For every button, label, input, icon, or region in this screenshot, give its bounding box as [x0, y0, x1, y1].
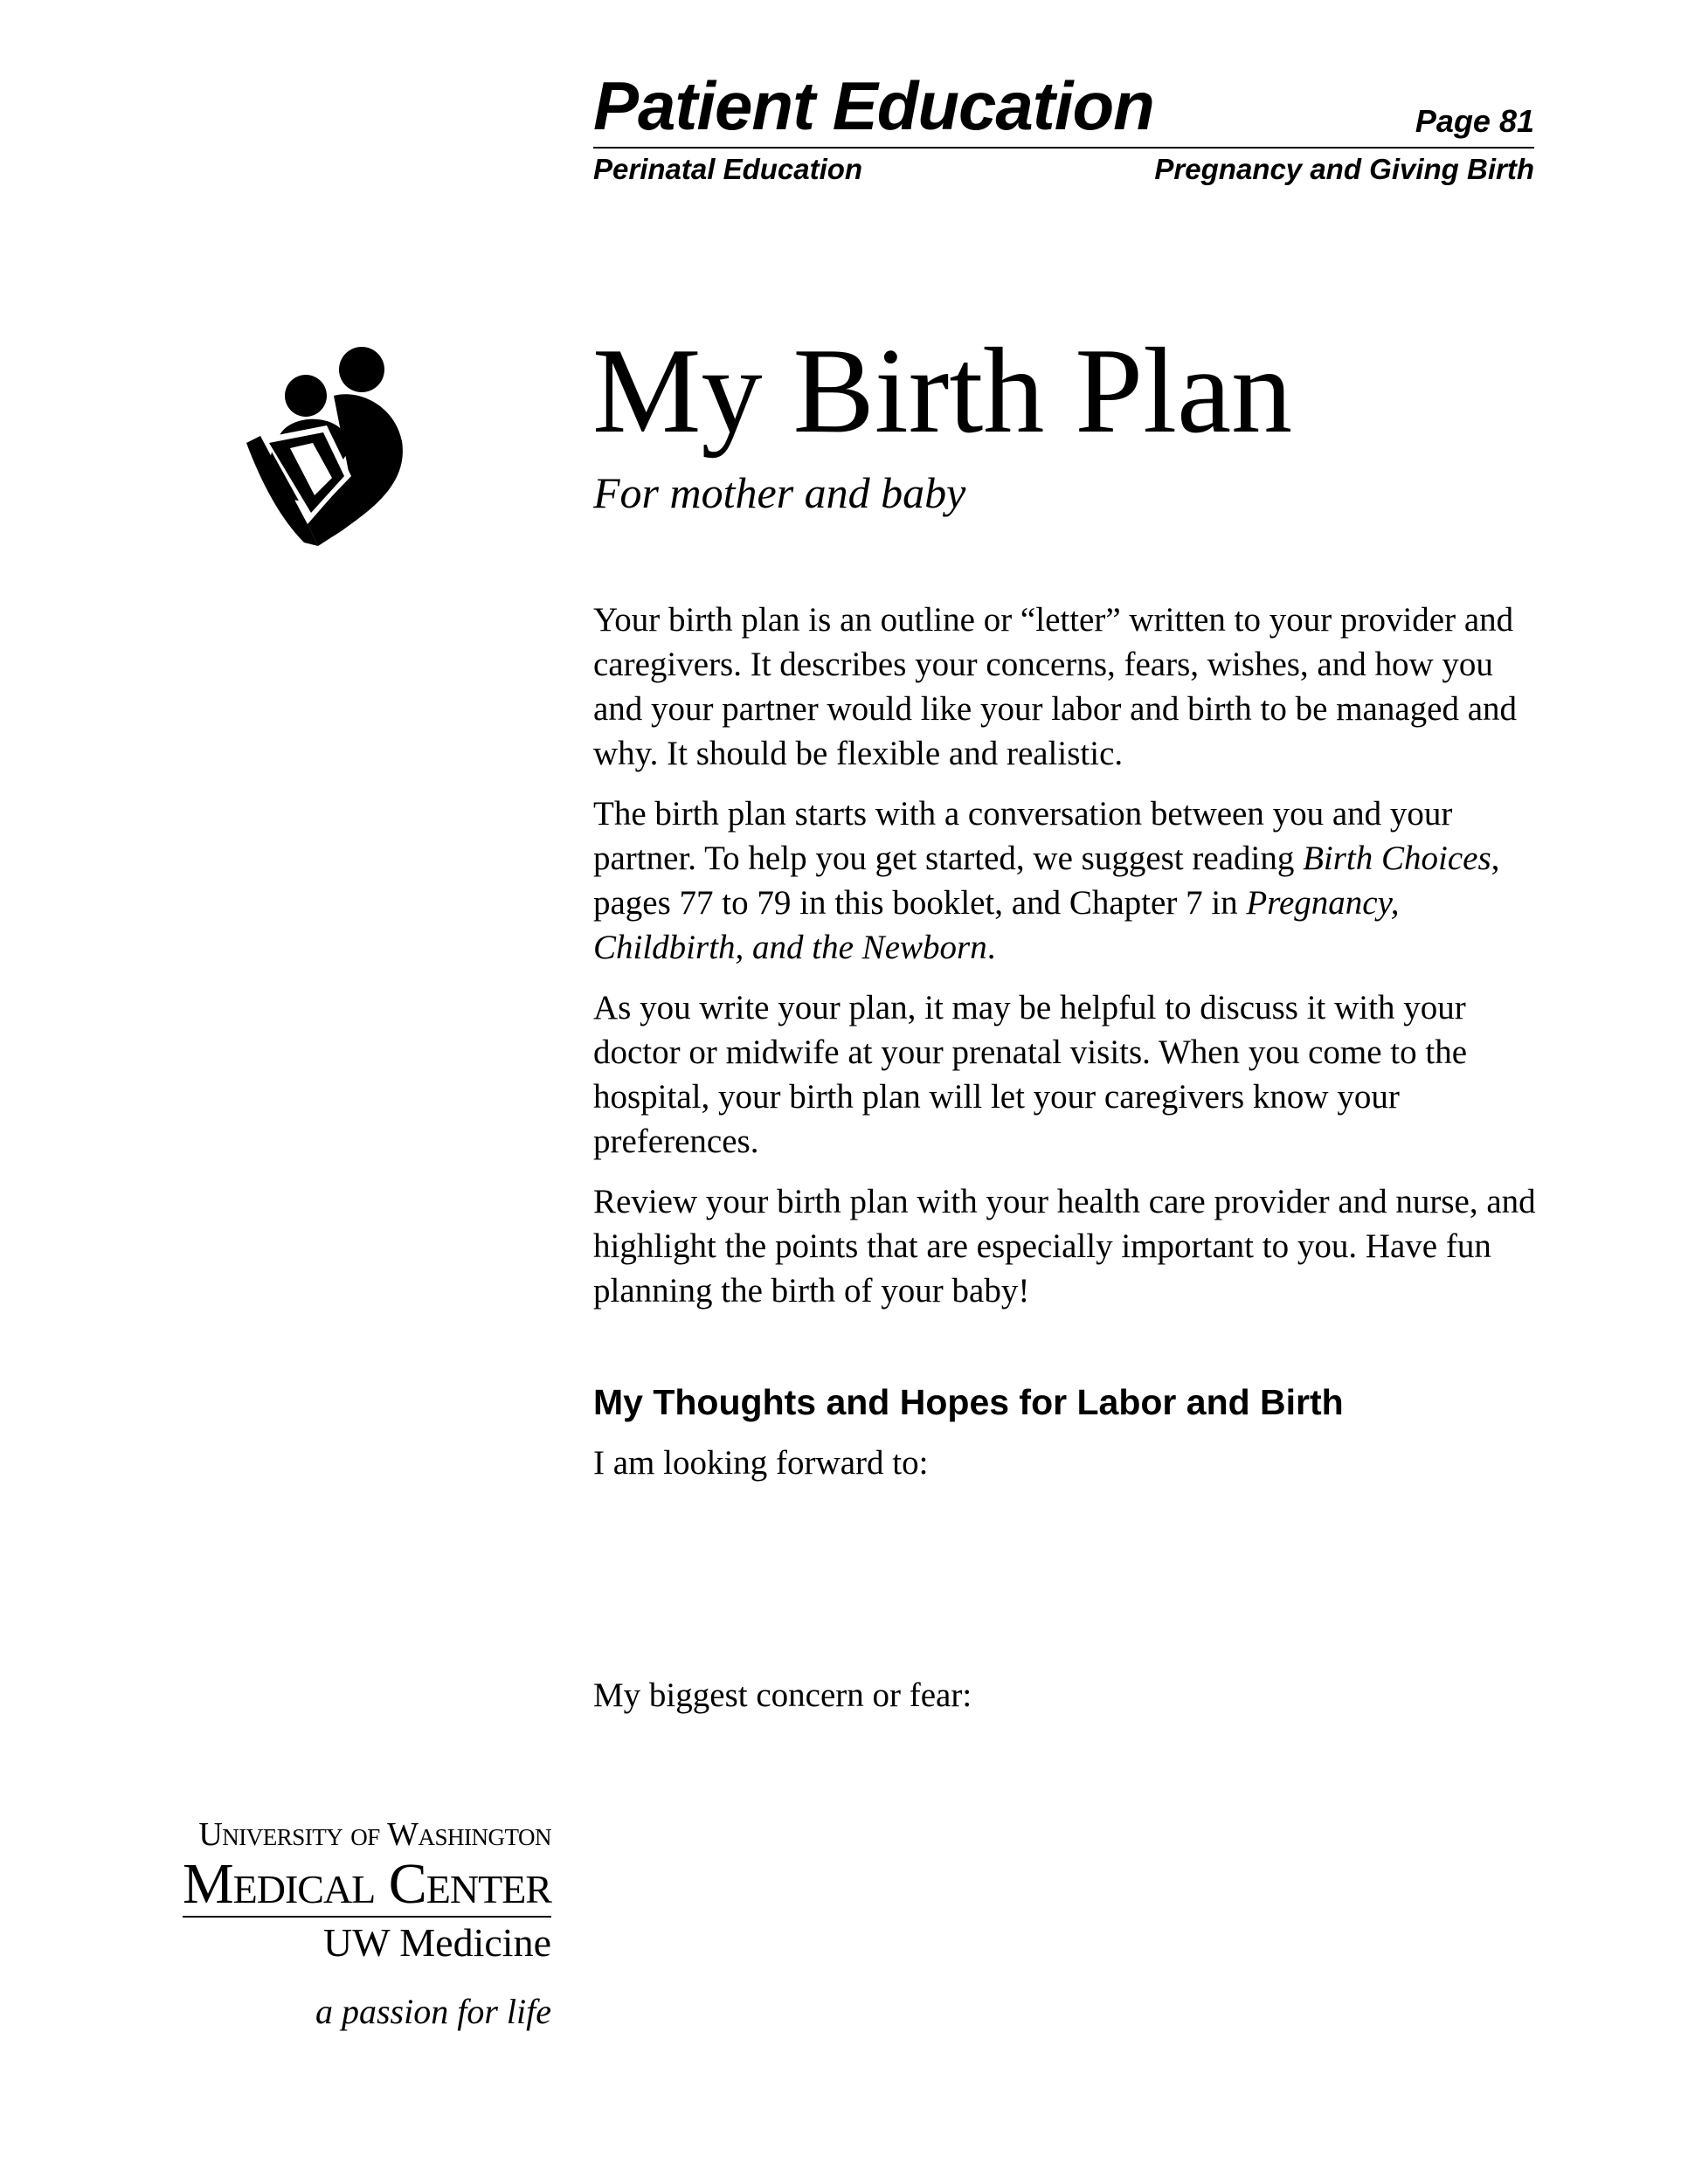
paragraph-text: The birth plan starts with a conversation between you and your partner. To help you get started, we suggest reading: [593, 795, 1453, 877]
parent-child-reading-icon: [246, 345, 421, 546]
paragraph-discuss: As you write your plan, it may be helpful to discuss it with your doctor or midwife at your prenatal visits. When you come to the hospital, your birth plan will let your caregivers know your preferences.: [593, 989, 1468, 1160]
logo-tagline: a passion for life: [315, 1991, 551, 2031]
body-text: [593, 598, 1537, 1329]
header-divider: [593, 147, 1534, 149]
book-reference-pregnancy-childbirth: Pregnancy, Childbirth, and the Newborn: [593, 884, 1400, 966]
prompt-biggest-concern: My biggest concern or fear:: [593, 1676, 972, 1714]
book-reference-birth-choices: Birth Choices: [1303, 840, 1491, 877]
prompt-looking-forward: I am looking forward to:: [593, 1444, 929, 1482]
header-title: Patient Education: [593, 67, 1154, 144]
logo-medical-center: Medical Center: [183, 1854, 551, 1918]
document-subtitle: For mother and baby: [593, 468, 966, 517]
logo-uw-medicine: UW Medicine: [322, 1920, 551, 1966]
section-heading: My Thoughts and Hopes for Labor and Birth: [593, 1382, 1344, 1422]
header-section-right: Pregnancy and Giving Birth: [1154, 153, 1534, 185]
paragraph-text: .: [986, 929, 996, 966]
logo-university-name: University of Washington: [198, 1816, 551, 1853]
document-title: My Birth Plan: [592, 323, 1293, 459]
header-section-left: Perinatal Education: [593, 153, 863, 185]
page-number: Page 81: [1415, 103, 1534, 139]
paragraph-intro: Your birth plan is an outline or “letter” written to your provider and caregivers. It describes your concerns, fears, wishes, and how you and your partner would like your labor and birth to be managed and why. It should be flexible and realistic.: [593, 601, 1518, 772]
paragraph-getting-started: [593, 791, 1537, 970]
uw-medical-center-logo: [183, 1817, 551, 2032]
paragraph-review: Review your birth plan with your health care provider and nurse, and highlight the points that are especially important to you. Have fun planning the birth of your baby!: [593, 1183, 1536, 1310]
paragraph-text: , pages 77 to 79 in this booklet, and Chapter 7 in: [593, 840, 1500, 922]
